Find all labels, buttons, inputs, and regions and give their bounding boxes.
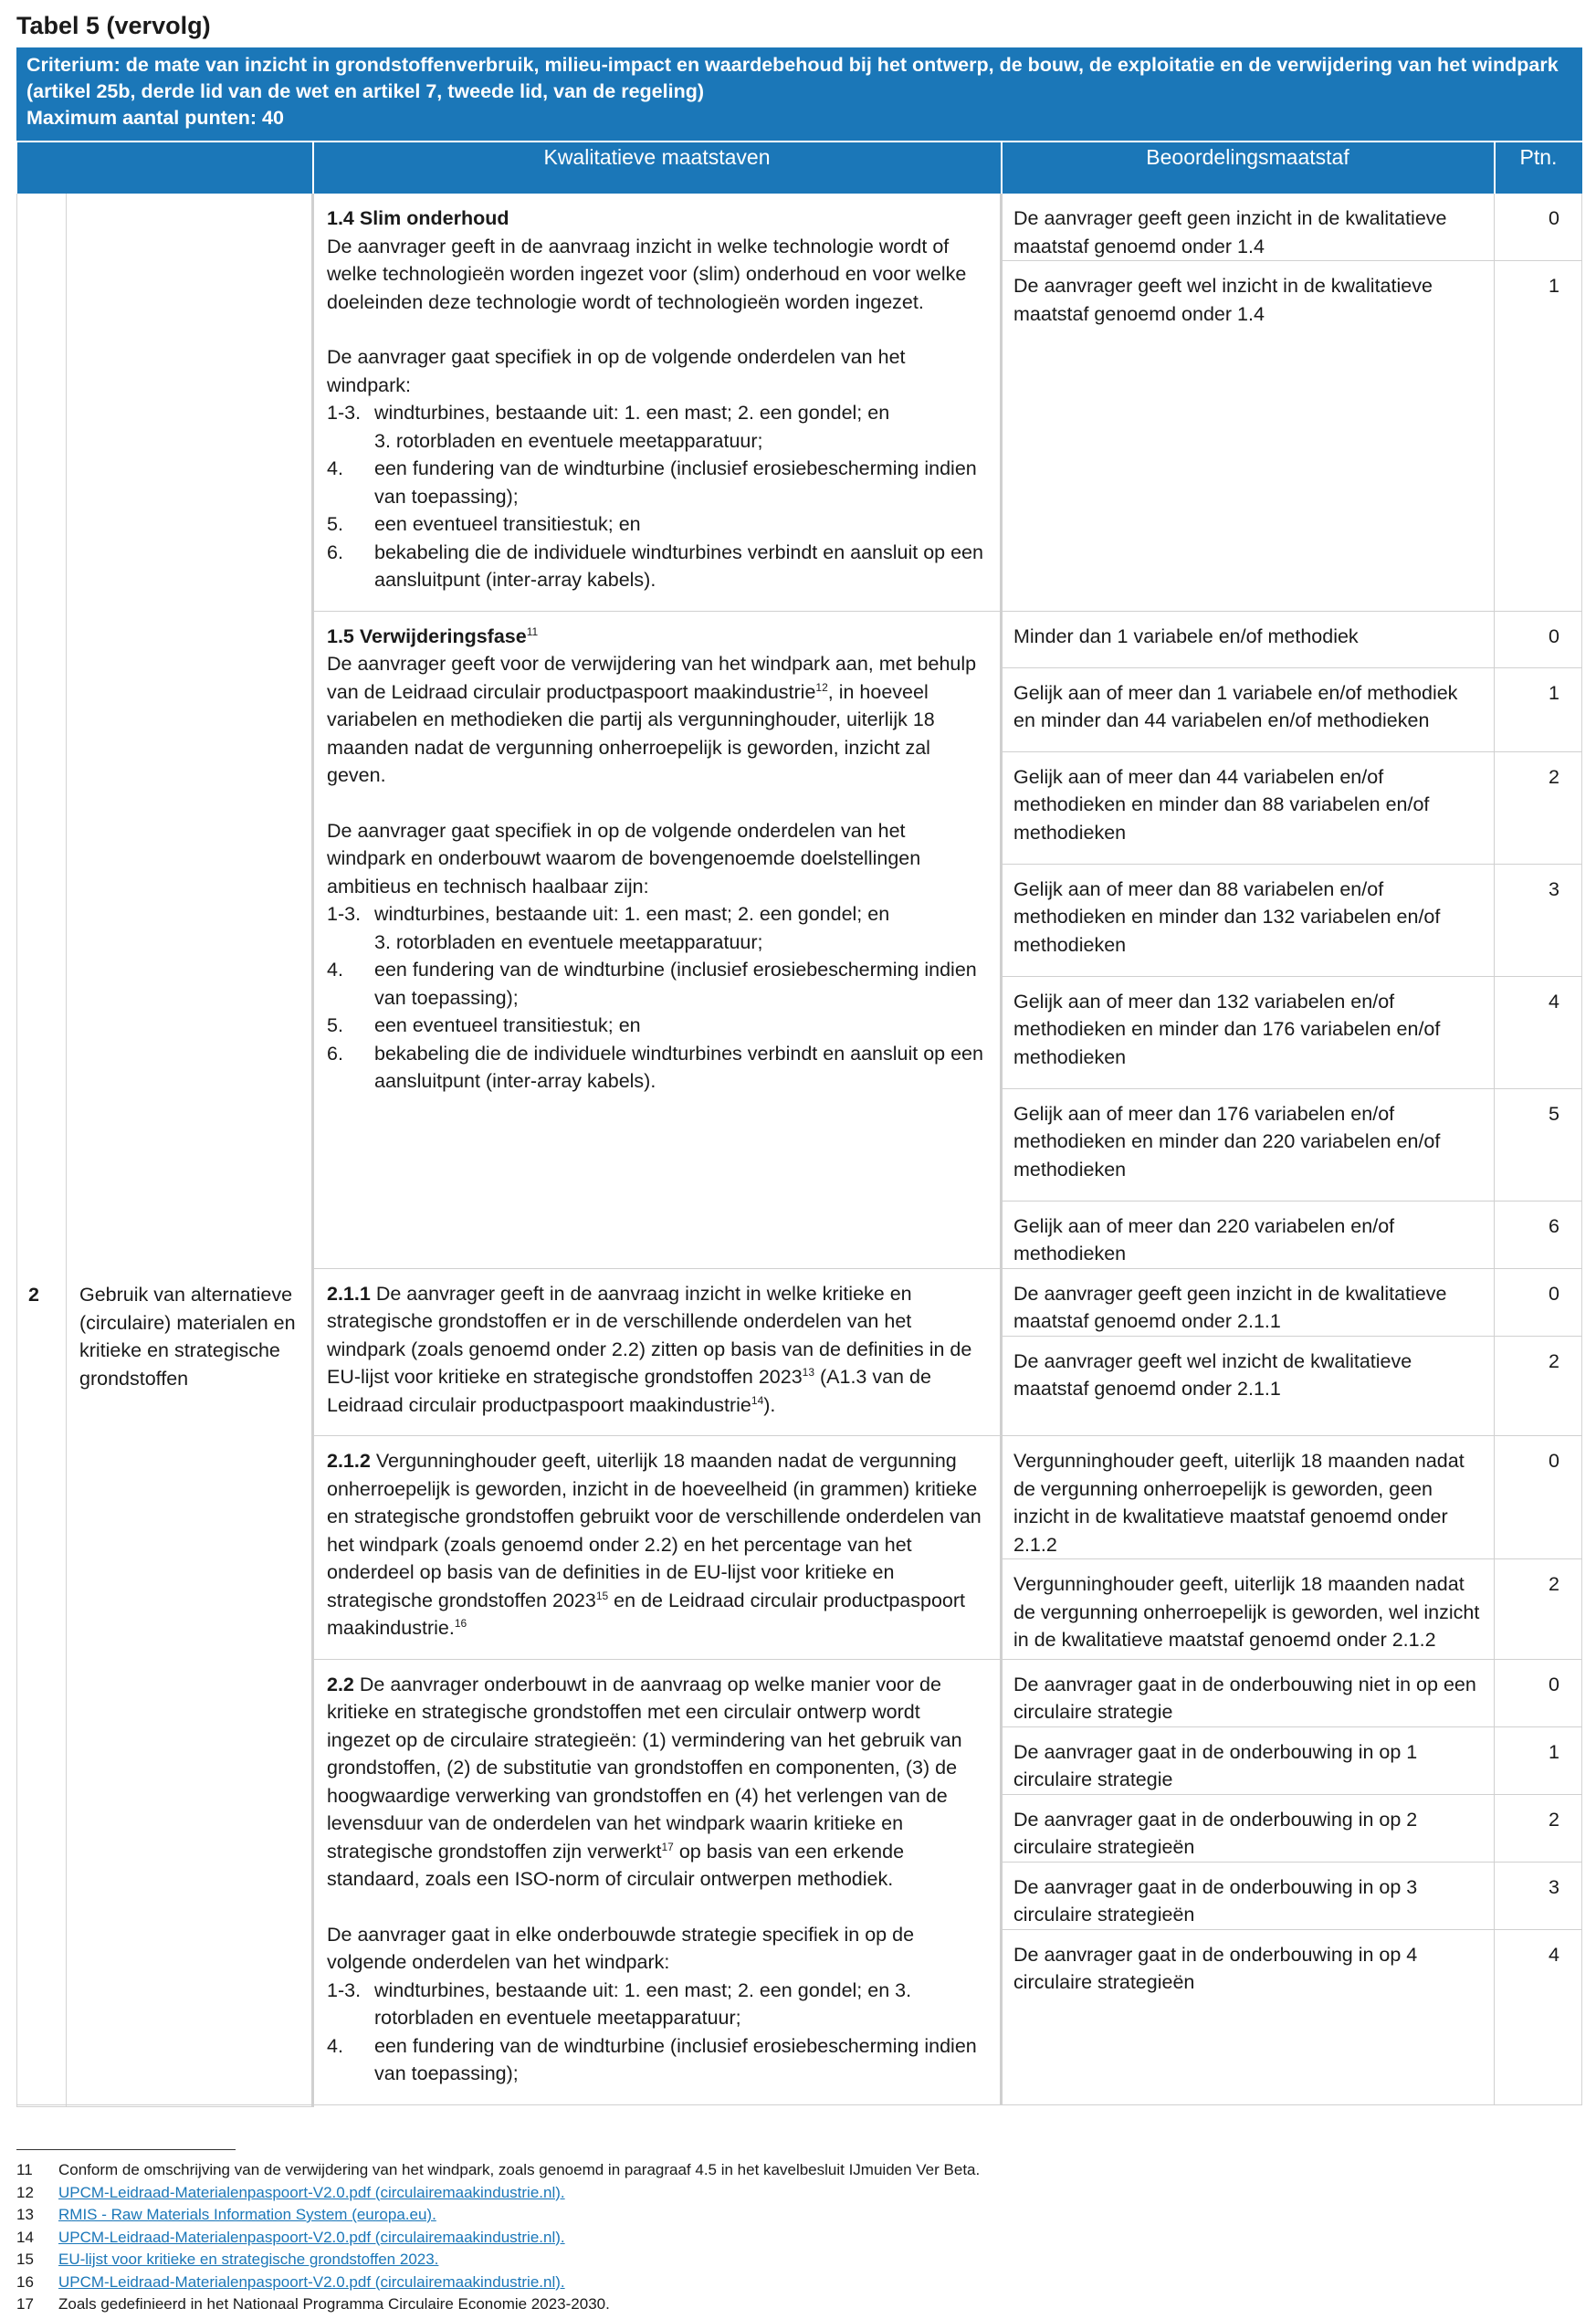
list-item: 5. een eventueel transitiestuk; en xyxy=(327,513,641,535)
footnote-link[interactable]: RMIS - Raw Materials Information System (europa.eu). xyxy=(58,2206,436,2223)
footnote-link[interactable]: UPCM-Leidraad-Materialenpaspoort-V2.0.pdf (circulairemaakindustrie.nl). xyxy=(58,2183,565,2201)
score-points: 3 xyxy=(1495,864,1582,976)
score-description: De aanvrager geeft wel inzicht in de kwalitatieve maatstaf genoemd onder 1.4 xyxy=(1002,261,1495,612)
list-item: 1-3. windturbines, bestaande uit: 1. een mast; 2. een gondel; en 3. xyxy=(327,1978,912,2001)
score-points: 1 xyxy=(1495,1726,1582,1794)
list-item-continuation: 3. rotorbladen en eventuele meetapparatuur; xyxy=(374,429,763,452)
footnote: 15 EU-lijst voor kritieke en strategische grondstoffen 2023. xyxy=(16,2251,439,2268)
list-item: 4. een fundering van de windturbine (inclusief erosiebescherming indien van toepassing); xyxy=(327,2034,977,2084)
score-description: Vergunninghouder geeft, uiterlijk 18 maanden nadat de vergunning onherroepelijk is geworden, wel inzicht in de kwalitatieve maatstaf genoemd onder 2.1.2 xyxy=(1002,1559,1495,1660)
score-description: Gelijk aan of meer dan 44 variabelen en/of methodieken en minder dan 88 variabelen en/of methodieken xyxy=(1002,751,1495,864)
section-text: De aanvrager geeft voor de verwijdering van het windpark aan, met behulp van de Leidraad circulair productpaspoort maakindustrie$^{12}$, in hoeveel variabelen en methodieken die partij als vergunninghouder, uiterlijk 18 maanden nadat de vergunning onherroepelijk is geworden, inzicht zal geven. xyxy=(327,653,977,786)
list-item: 6. bekabeling die de individuele windturbines verbindt en aansluit op een aansluitpunt (inter-array kabels). xyxy=(327,540,983,591)
footnote-link[interactable]: EU-lijst voor kritieke en strategische grondstoffen 2023. xyxy=(58,2251,439,2268)
section-text: De aanvrager geeft in de aanvraag inzicht in welke technologie wordt of welke technologieën worden ingezet voor (slim) onderhoud en voor welke doeleinden deze technologie wordt of technologieën worden ingezet. xyxy=(327,235,967,313)
criterion-2-2: 2.2 De aanvrager onderbouwt in de aanvraag op welke manier voor de kritieke en strategische grondstoffen met een circulair ontwerp wordt ingezet op de circulaire strategieën: (1) vermindering van het gebruik van grondstoffen, (2) de substitutie van grondstoffen en componenten, (3) de hoogwaardige verwerking van grondstoffen en (4) het verlengen van de levensduur van de onderdelen van het windpark waarin kritieke en strategische grondstoffen zijn verwerkt$^{17}$ op basis van een erkende standaard, zoals een ISO-norm of circulair ontwerpen methodiek. De aanvrager gaat in elke onderbouwde strategie specifiek in op de volgende onderdelen van het windpark: 1-3. windturbines, bestaande uit: 1. een mast; 2. een gondel; en 3. rotorbladen en eventuele meetapparatuur; 4. een fundering van de windturbine (inclusief erosiebescherming indien van toepassing); xyxy=(313,1659,1002,2104)
footnotes xyxy=(16,2149,1581,2316)
footnote: 11 Conform de omschrijving van de verwijdering van het windpark, zoals genoemd in paragraaf 4.5 in het kavelbesluit IJmuiden Ver Beta. xyxy=(16,2161,981,2178)
criterium-reference: (artikel 25b, derde lid van de wet en artikel 7, tweede lid, van de regeling) xyxy=(26,80,704,102)
criterion-name: Gebruik van alternatieve (circulaire) materialen en kritieke en strategische grondstoffen xyxy=(67,1268,313,2104)
score-description: De aanvrager gaat in de onderbouwing in op 1 circulaire strategie xyxy=(1002,1726,1495,1794)
list-item: 1-3. windturbines, bestaande uit: 1. een mast; 2. een gondel; en xyxy=(327,402,890,424)
footnote: 14 UPCM-Leidraad-Materialenpaspoort-V2.0.pdf (circulairemaakindustrie.nl). xyxy=(16,2228,565,2246)
criterium-text: Criterium: de mate van inzicht in grondstoffenverbruik, milieu-impact en waardebehoud bij het ontwerp, de bouw, de exploitatie en de verwijdering van het windpark xyxy=(26,54,1559,76)
score-points: 2 xyxy=(1495,1559,1582,1660)
score-points: 1 xyxy=(1495,261,1582,612)
score-points: 0 xyxy=(1495,194,1582,261)
section-title: 1.5 Verwijderingsfase xyxy=(327,624,527,647)
score-description: Gelijk aan of meer dan 176 variabelen en/of methodieken en minder dan 220 variabelen en/of methodieken xyxy=(1002,1088,1495,1201)
list-item: 4. een fundering van de windturbine (inclusief erosiebescherming indien van toepassing); xyxy=(327,457,977,508)
header-beoordelingsmaatstaf: Beoordelingsmaatstaf xyxy=(1002,142,1495,194)
footnote-link[interactable]: UPCM-Leidraad-Materialenpaspoort-V2.0.pdf (circulairemaakindustrie.nl). xyxy=(58,2228,565,2246)
table-title: Tabel 5 (vervolg) xyxy=(16,12,211,39)
section-text: De aanvrager gaat in elke onderbouwde strategie specifiek in op de volgende onderdelen van het windpark: xyxy=(327,1923,915,1973)
score-description: Gelijk aan of meer dan 132 variabelen en/of methodieken en minder dan 176 variabelen en/of methodieken xyxy=(1002,976,1495,1088)
score-description: De aanvrager gaat in de onderbouwing in op 2 circulaire strategieën xyxy=(1002,1794,1495,1862)
list-item-continuation: 3. rotorbladen en eventuele meetapparatuur; xyxy=(374,930,763,953)
score-points: 0 xyxy=(1495,1659,1582,1726)
score-points: 2 xyxy=(1495,1794,1582,1862)
header-ptn: Ptn. xyxy=(1495,142,1582,194)
score-points: 2 xyxy=(1495,1336,1582,1436)
score-points: 4 xyxy=(1495,1929,1582,2104)
footnote: 17 Zoals gedefinieerd in het Nationaal Programma Circulaire Economie 2023-2030. xyxy=(16,2295,610,2313)
criterion-number: 2 xyxy=(17,1268,67,2104)
list-item: 1-3. windturbines, bestaande uit: 1. een mast; 2. een gondel; en xyxy=(327,903,890,925)
score-description: De aanvrager gaat in de onderbouwing in op 4 circulaire strategieën xyxy=(1002,1929,1495,2104)
score-description: De aanvrager geeft wel inzicht de kwalitatieve maatstaf genoemd onder 2.1.1 xyxy=(1002,1336,1495,1436)
list-item: 4. een fundering van de windturbine (inclusief erosiebescherming indien van toepassing); xyxy=(327,959,977,1009)
score-points: 2 xyxy=(1495,751,1582,864)
section-text: De aanvrager gaat specifiek in op de volgende onderdelen van het windpark en onderbouwt waarom de bovengenoemde doelstellingen ambitieus en technisch haalbaar zijn: xyxy=(327,819,921,897)
header-kwalitatieve-maatstaven: Kwalitatieve maatstaven xyxy=(313,142,1002,194)
list-item: 5. een eventueel transitiestuk; en xyxy=(327,1014,641,1036)
footnote-link[interactable]: UPCM-Leidraad-Materialenpaspoort-V2.0.pdf (circulairemaakindustrie.nl). xyxy=(58,2272,565,2291)
criterion-1-4 xyxy=(313,194,1002,611)
section-text: De aanvrager gaat specifiek in op de volgende onderdelen van het windpark: xyxy=(327,346,906,396)
score-description: De aanvrager gaat in de onderbouwing niet in op een circulaire strategie xyxy=(1002,1659,1495,1726)
score-points: 1 xyxy=(1495,667,1582,751)
page xyxy=(16,9,1581,2107)
footnote: 13 RMIS - Raw Materials Information System (europa.eu). xyxy=(16,2206,436,2223)
criterion-1-5: 1.5 Verwijderingsfase$^{11}$ De aanvrager geeft voor de verwijdering van het windpark aan, met behulp van de Leidraad circulair productpaspoort maakindustrie$^{12}$, in hoeveel variabelen en methodieken die partij als vergunninghouder, uiterlijk 18 maanden nadat de vergunning onherroepelijk is geworden, inzicht zal geven. De aanvrager gaat specifiek in op de volgende onderdelen van het windpark en onderbouwt waarom de bovengenoemde doelstellingen ambitieus en technisch haalbaar zijn: 1-3. windturbines, bestaande uit: 1. een mast; 2. een gondel; en 3. rotorbladen en eventuele meetapparatuur; 4. een fundering van de windturbine (inclusief erosiebescherming indien van toepassing); 5. een eventueel transitiestuk; en 6. bekabeling die de individuele windturbines verbindt en aansluit op een aansluitpunt (inter-array kabels). xyxy=(313,611,1002,1268)
score-description: Gelijk aan of meer dan 88 variabelen en/of methodieken en minder dan 132 variabelen en/of methodieken xyxy=(1002,864,1495,976)
section-title: 1.4 Slim onderhoud xyxy=(327,207,509,229)
score-points: 0 xyxy=(1495,611,1582,667)
footnote-divider xyxy=(16,2149,236,2150)
list-item-continuation: rotorbladen en eventuele meetapparatuur; xyxy=(374,2007,741,2029)
footnote: 16 UPCM-Leidraad-Materialenpaspoort-V2.0.pdf (circulairemaakindustrie.nl). xyxy=(16,2272,565,2291)
score-description: Gelijk aan of meer dan 220 variabelen en/of methodieken xyxy=(1002,1201,1495,1268)
criterion-2-1-1: 2.1.1 De aanvrager geeft in de aanvraag inzicht in welke kritieke en strategische grondstoffen er in de verschillende onderdelen van het windpark (zoals genoemd onder 2.2) zitten op basis van de definities in de EU-lijst voor kritieke en strategische grondstoffen 2023$^{13}$ (A1.3 van de Leidraad circulair productpaspoort maakindustrie$^{14}$). xyxy=(313,1268,1002,1436)
score-description: Vergunninghouder geeft, uiterlijk 18 maanden nadat de vergunning onherroepelijk is geworden, geen inzicht in de kwalitatieve maatstaf genoemd onder 2.1.2 xyxy=(1002,1436,1495,1559)
list-item: 6. bekabeling die de individuele windturbines verbindt en aansluit op een aansluitpunt (inter-array kabels). xyxy=(327,1042,983,1092)
criterium-header xyxy=(17,48,1582,142)
score-description: De aanvrager gaat in de onderbouwing in op 3 circulaire strategieën xyxy=(1002,1862,1495,1929)
score-points: 6 xyxy=(1495,1201,1582,1268)
score-points: 0 xyxy=(1495,1268,1582,1336)
criterion-2-1-2: 2.1.2 Vergunninghouder geeft, uiterlijk 18 maanden nadat de vergunning onherroepelijk is geworden, inzicht in de hoeveelheid (in grammen) kritieke en strategische grondstoffen gebruikt voor de verschillende onderdelen van het windpark (zoals genoemd onder 2.2) en het percentage van het onderdeel op basis van de definities in de EU-lijst voor kritieke en strategische grondstoffen 2023$^{15}$ en de Leidraad circulair productpaspoort maakindustrie.$^{16}$ xyxy=(313,1436,1002,1660)
max-points: Maximum aantal punten: 40 xyxy=(26,107,284,129)
table-row xyxy=(17,194,1582,261)
header-blank xyxy=(17,142,313,194)
score-description: Gelijk aan of meer dan 1 variabele en/of methodiek en minder dan 44 variabelen en/of methodieken xyxy=(1002,667,1495,751)
score-description: De aanvrager geeft geen inzicht in de kwalitatieve maatstaf genoemd onder 1.4 xyxy=(1002,194,1495,261)
score-points: 0 xyxy=(1495,1436,1582,1559)
score-points: 4 xyxy=(1495,976,1582,1088)
table-row xyxy=(17,1268,1582,1336)
footnote: 12 UPCM-Leidraad-Materialenpaspoort-V2.0.pdf (circulairemaakindustrie.nl). xyxy=(16,2183,565,2201)
score-points: 5 xyxy=(1495,1088,1582,1201)
criteria-table xyxy=(16,47,1582,2107)
score-description: De aanvrager geeft geen inzicht in de kwalitatieve maatstaf genoemd onder 2.1.1 xyxy=(1002,1268,1495,1336)
score-description: Minder dan 1 variabele en/of methodiek xyxy=(1002,611,1495,667)
score-points: 3 xyxy=(1495,1862,1582,1929)
column-header-row xyxy=(17,142,1582,194)
